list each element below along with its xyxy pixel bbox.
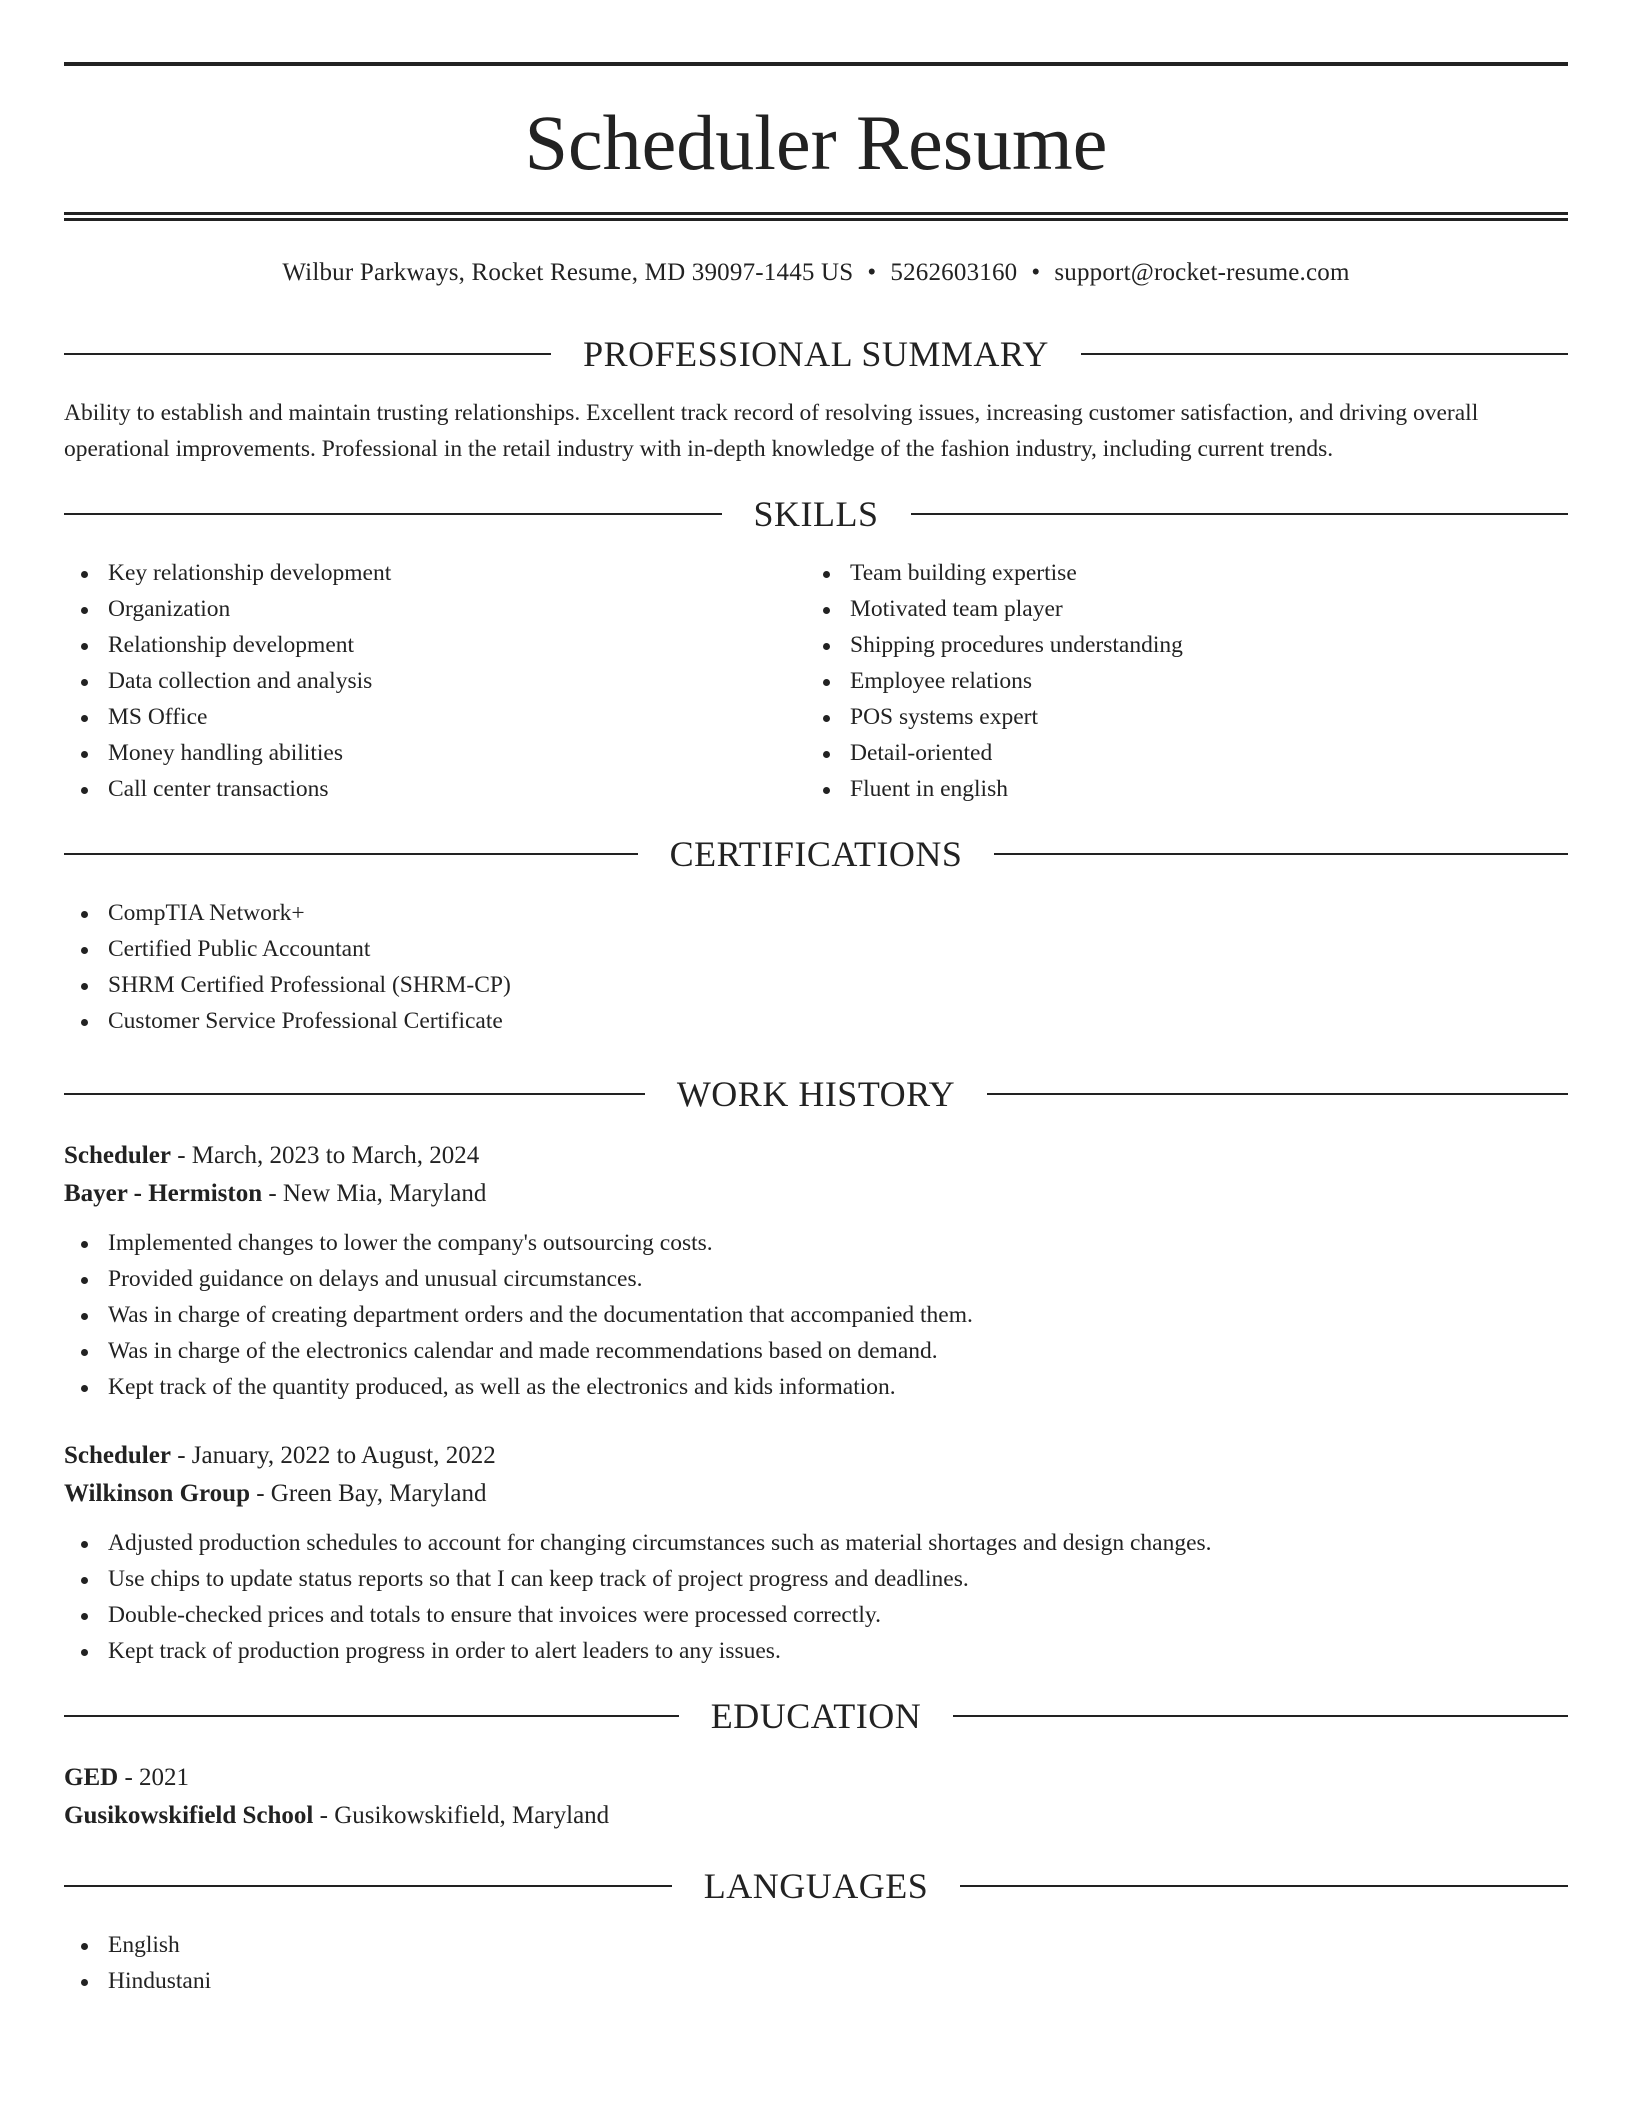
job-role: Scheduler (64, 1442, 171, 1469)
certifications-list (64, 895, 1568, 1039)
page-title: Scheduler Resume (524, 99, 1108, 186)
section-title-work-history: WORK HISTORY (676, 1074, 956, 1114)
job-entry (64, 1437, 1568, 1669)
job-company-line (64, 1475, 1568, 1513)
job-dates: - January, 2022 to August, 2022 (170, 1442, 496, 1469)
list-item: Data collection and analysis (64, 663, 806, 699)
section-rule (953, 1715, 1568, 1717)
section-rule (1081, 353, 1568, 355)
list-item: Call center transactions (64, 771, 806, 807)
education-entry (64, 1759, 1568, 1835)
skills-list-right (806, 555, 1568, 807)
list-item: Organization (64, 591, 806, 627)
list-item: Money handling abilities (64, 735, 806, 771)
section-rule (64, 1093, 645, 1095)
education-degree-line (64, 1759, 1568, 1797)
section-rule (987, 1093, 1568, 1095)
education-degree: GED (64, 1764, 119, 1791)
contact-phone: 5262603160 (890, 259, 1018, 286)
job-bullets (64, 1225, 1568, 1405)
job-entry (64, 1137, 1568, 1405)
job-company: Bayer - Hermiston (64, 1180, 263, 1207)
list-item: Detail-oriented (806, 735, 1568, 771)
skills-columns (64, 555, 1568, 807)
section-title-certifications: CERTIFICATIONS (669, 834, 963, 874)
list-item: Kept track of production progress in order to alert leaders to any issues. (64, 1633, 1568, 1669)
contact-email: support@rocket-resume.com (1054, 259, 1350, 286)
list-item: Was in charge of the electronics calendar and made recommendations based on demand. (64, 1333, 1568, 1369)
skills-list-left (64, 555, 806, 807)
list-item: Relationship development (64, 627, 806, 663)
section-header-education (64, 1691, 1568, 1741)
list-item: Team building expertise (806, 555, 1568, 591)
section-header-work-history (64, 1069, 1568, 1119)
section-rule (64, 853, 638, 855)
list-item: Shipping procedures understanding (806, 627, 1568, 663)
section-rule (64, 513, 722, 515)
section-title-summary: PROFESSIONAL SUMMARY (583, 334, 1049, 374)
list-item: Kept track of the quantity produced, as well as the electronics and kids information. (64, 1369, 1568, 1405)
list-item: Certified Public Accountant (64, 931, 1568, 967)
education-school-line (64, 1797, 1568, 1835)
job-bullets (64, 1525, 1568, 1669)
section-rule (911, 513, 1569, 515)
job-title-line (64, 1137, 1568, 1175)
section-header-summary (64, 329, 1568, 379)
section-title-languages: LANGUAGES (703, 1866, 929, 1906)
list-item: POS systems expert (806, 699, 1568, 735)
section-rule (64, 1715, 679, 1717)
section-rule (960, 1885, 1568, 1887)
contact-address: Wilbur Parkways, Rocket Resume, MD 39097-1445 US (282, 259, 854, 286)
section-rule (64, 353, 551, 355)
job-location: - New Mia, Maryland (262, 1180, 487, 1207)
job-dates: - March, 2023 to March, 2024 (170, 1142, 480, 1169)
list-item: SHRM Certified Professional (SHRM-CP) (64, 967, 1568, 1003)
list-item: Customer Service Professional Certificate (64, 1003, 1568, 1039)
list-item: Key relationship development (64, 555, 806, 591)
contact-line (64, 257, 1568, 289)
title-double-rule (64, 212, 1568, 221)
list-item: Employee relations (806, 663, 1568, 699)
section-header-languages (64, 1861, 1568, 1911)
list-item: Adjusted production schedules to account for changing circumstances such as material shortages and design changes. (64, 1525, 1568, 1561)
job-company-line (64, 1175, 1568, 1213)
list-item: Motivated team player (806, 591, 1568, 627)
section-header-skills (64, 489, 1568, 539)
list-item: MS Office (64, 699, 806, 735)
section-title-skills: SKILLS (753, 494, 879, 534)
section-rule (64, 1885, 672, 1887)
list-item: Double-checked prices and totals to ensure that invoices were processed correctly. (64, 1597, 1568, 1633)
list-item: Fluent in english (806, 771, 1568, 807)
list-item: CompTIA Network+ (64, 895, 1568, 931)
contact-separator: • (867, 259, 877, 286)
top-rule (64, 62, 1568, 66)
list-item: Hindustani (64, 1963, 1568, 1999)
job-company: Wilkinson Group (64, 1480, 250, 1507)
education-school: Gusikowskifield School (64, 1802, 314, 1829)
languages-list (64, 1927, 1568, 1999)
job-role: Scheduler (64, 1142, 171, 1169)
education-year: - 2021 (118, 1764, 190, 1791)
education-location: - Gusikowskifield, Maryland (313, 1802, 610, 1829)
job-title-line (64, 1437, 1568, 1475)
section-title-education: EDUCATION (710, 1696, 922, 1736)
contact-separator: • (1031, 259, 1041, 286)
job-location: - Green Bay, Maryland (249, 1480, 487, 1507)
list-item: Provided guidance on delays and unusual circumstances. (64, 1261, 1568, 1297)
list-item: Was in charge of creating department orders and the documentation that accompanied them. (64, 1297, 1568, 1333)
list-item: Use chips to update status reports so that I can keep track of project progress and deadlines. (64, 1561, 1568, 1597)
summary-text: Ability to establish and maintain trusting relationships. Excellent track record of resolving issues, increasing customer satisfaction, and driving overall operational improvements. Professional in the retail industry with in-depth knowledge of the fashion industry, including current trends. (64, 400, 1479, 462)
list-item: English (64, 1927, 1568, 1963)
section-header-certifications (64, 829, 1568, 879)
list-item: Implemented changes to lower the company's outsourcing costs. (64, 1225, 1568, 1261)
section-rule (994, 853, 1568, 855)
